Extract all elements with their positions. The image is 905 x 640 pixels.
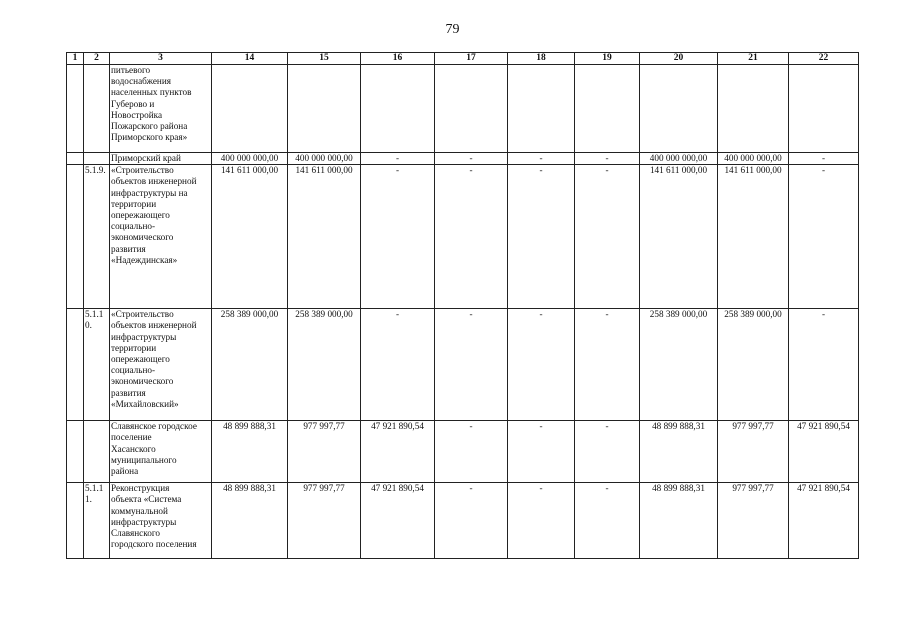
table-cell: - bbox=[361, 165, 435, 309]
table-cell: - bbox=[789, 153, 859, 165]
column-header: 3 bbox=[110, 53, 212, 65]
table-cell bbox=[67, 421, 84, 483]
table-cell: 5.1.1 0. bbox=[84, 309, 110, 421]
column-header: 15 bbox=[288, 53, 361, 65]
table-row bbox=[67, 309, 859, 421]
table-cell: 141 611 000,00 bbox=[212, 165, 288, 309]
table-cell: 48 899 888,31 bbox=[212, 421, 288, 483]
table-cell: 977 997,77 bbox=[288, 421, 361, 483]
table-cell: - bbox=[575, 309, 640, 421]
table-cell bbox=[288, 65, 361, 153]
table-cell: - bbox=[508, 483, 575, 559]
table-cell bbox=[435, 65, 508, 153]
table-cell: 977 997,77 bbox=[288, 483, 361, 559]
table-cell bbox=[212, 65, 288, 153]
column-header: 16 bbox=[361, 53, 435, 65]
table-cell: «Строительство объектов инженерной инфраструктуры территории опережающего социально- экономического развития «Михайловский» bbox=[110, 309, 212, 421]
table-cell: - bbox=[508, 165, 575, 309]
table-cell bbox=[789, 65, 859, 153]
table-row bbox=[67, 483, 859, 559]
table-cell: 258 389 000,00 bbox=[288, 309, 361, 421]
table-cell: - bbox=[575, 483, 640, 559]
table-cell: 258 389 000,00 bbox=[212, 309, 288, 421]
table-cell bbox=[67, 153, 84, 165]
table-cell bbox=[67, 65, 84, 153]
table-cell: 977 997,77 bbox=[718, 483, 789, 559]
table-cell: - bbox=[435, 483, 508, 559]
table-cell: 141 611 000,00 bbox=[288, 165, 361, 309]
budget-table bbox=[66, 52, 859, 559]
table-cell: - bbox=[435, 153, 508, 165]
table-cell: - bbox=[435, 165, 508, 309]
table-cell: 48 899 888,31 bbox=[640, 483, 718, 559]
table-row bbox=[67, 421, 859, 483]
table-cell: 47 921 890,54 bbox=[789, 483, 859, 559]
table-cell bbox=[84, 65, 110, 153]
table-cell bbox=[640, 65, 718, 153]
table-cell: 258 389 000,00 bbox=[718, 309, 789, 421]
table-cell: - bbox=[435, 309, 508, 421]
table-cell bbox=[84, 421, 110, 483]
table-cell: 5.1.9. bbox=[84, 165, 110, 309]
table-cell: Приморский край bbox=[110, 153, 212, 165]
column-header: 22 bbox=[789, 53, 859, 65]
table-cell: 400 000 000,00 bbox=[288, 153, 361, 165]
table-cell: - bbox=[789, 165, 859, 309]
table-cell bbox=[575, 65, 640, 153]
table-cell: 400 000 000,00 bbox=[212, 153, 288, 165]
table-cell: 141 611 000,00 bbox=[718, 165, 789, 309]
table-cell: 977 997,77 bbox=[718, 421, 789, 483]
table-cell: 400 000 000,00 bbox=[640, 153, 718, 165]
table-row bbox=[67, 165, 859, 309]
table-cell: питьевого водоснабжения населенных пунктов Губерово и Новостройка Пожарского района Приморского края» bbox=[110, 65, 212, 153]
column-header: 1 bbox=[67, 53, 84, 65]
table-cell: Славянское городское поселение Хасанского муниципального района bbox=[110, 421, 212, 483]
table-cell bbox=[67, 483, 84, 559]
table-cell: - bbox=[508, 421, 575, 483]
table-cell: - bbox=[361, 309, 435, 421]
table-cell: - bbox=[435, 421, 508, 483]
column-header: 2 bbox=[84, 53, 110, 65]
table-header-row bbox=[67, 53, 859, 65]
column-header: 20 bbox=[640, 53, 718, 65]
table-cell: - bbox=[789, 309, 859, 421]
table-cell: Реконструкция объекта «Система коммунальной инфраструктуры Славянского городского поселения bbox=[110, 483, 212, 559]
column-header: 17 bbox=[435, 53, 508, 65]
table-cell: - bbox=[575, 421, 640, 483]
table-cell: - bbox=[508, 153, 575, 165]
table-cell: 47 921 890,54 bbox=[361, 483, 435, 559]
table-cell: 141 611 000,00 bbox=[640, 165, 718, 309]
table-cell: 5.1.1 1. bbox=[84, 483, 110, 559]
table-cell: 47 921 890,54 bbox=[789, 421, 859, 483]
table-cell: - bbox=[575, 165, 640, 309]
table-cell bbox=[508, 65, 575, 153]
table-cell: 48 899 888,31 bbox=[212, 483, 288, 559]
page-number: 79 bbox=[445, 22, 460, 37]
table-cell bbox=[84, 153, 110, 165]
table-row bbox=[67, 153, 859, 165]
table-cell: 47 921 890,54 bbox=[361, 421, 435, 483]
table-row bbox=[67, 65, 859, 153]
table-cell: 258 389 000,00 bbox=[640, 309, 718, 421]
table-cell bbox=[361, 65, 435, 153]
table-cell: - bbox=[361, 153, 435, 165]
column-header: 21 bbox=[718, 53, 789, 65]
table-cell: - bbox=[508, 309, 575, 421]
table-cell: 400 000 000,00 bbox=[718, 153, 789, 165]
table-cell bbox=[67, 165, 84, 309]
column-header: 14 bbox=[212, 53, 288, 65]
table-cell bbox=[67, 309, 84, 421]
table-cell: «Строительство объектов инженерной инфраструктуры на территории опережающего социально- экономического развития «Надеждинская» bbox=[110, 165, 212, 309]
table-cell: - bbox=[575, 153, 640, 165]
table-cell: 48 899 888,31 bbox=[640, 421, 718, 483]
column-header: 19 bbox=[575, 53, 640, 65]
column-header: 18 bbox=[508, 53, 575, 65]
table-cell bbox=[718, 65, 789, 153]
